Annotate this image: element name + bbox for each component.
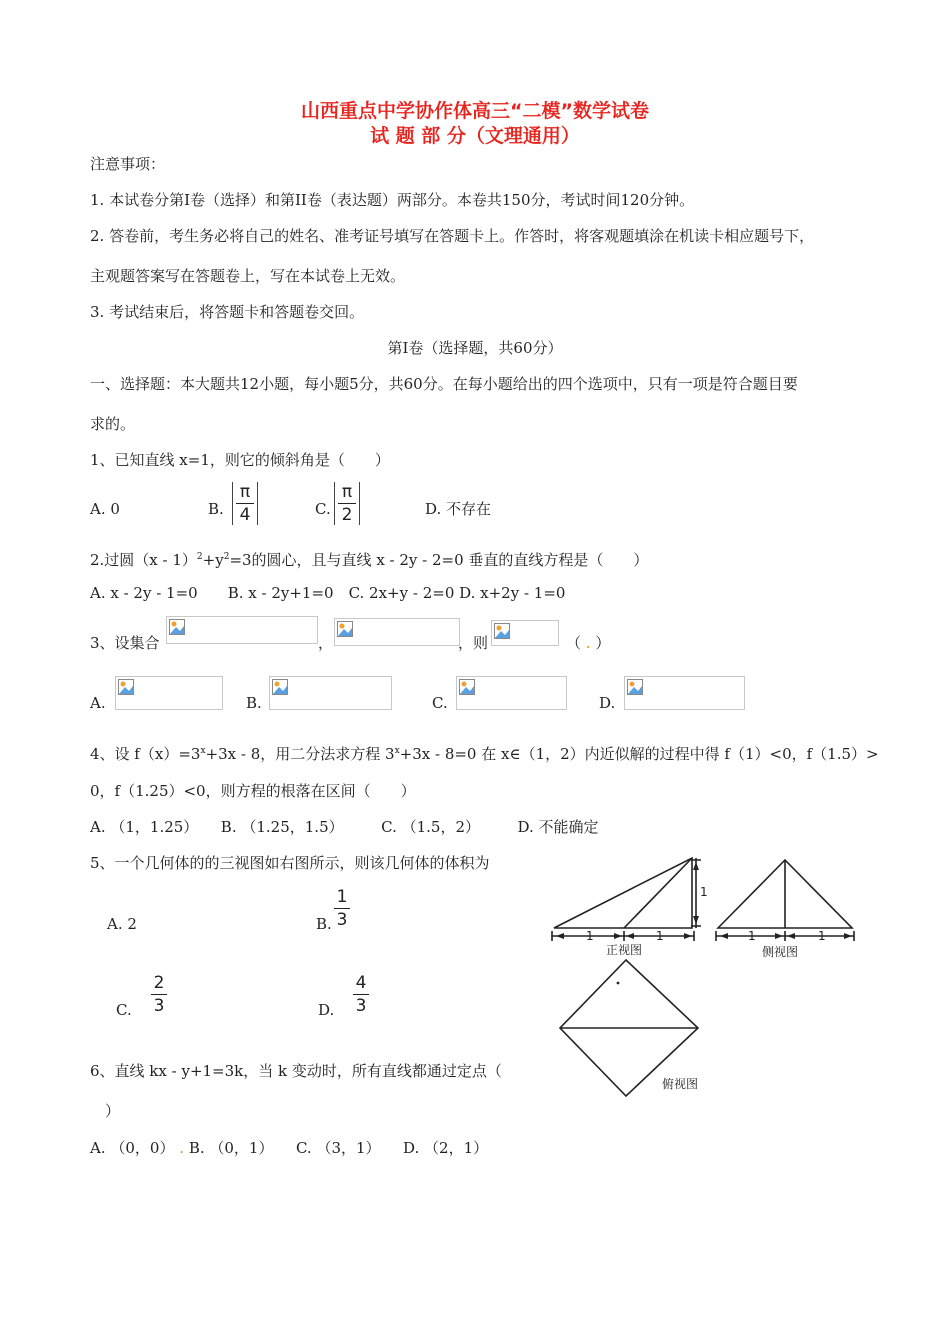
q3-option-c: C.: [432, 694, 448, 712]
q5-option-c-fraction: [151, 973, 167, 1016]
three-view-figure: [540, 850, 860, 1100]
q3-option-b: B.: [246, 694, 262, 712]
q3-option-c-image: [456, 676, 567, 710]
broken-image-icon: [118, 679, 134, 695]
fraction-denominator: 2: [341, 505, 353, 525]
broken-image-icon: [494, 623, 510, 639]
q1-option-c-label: C.: [315, 500, 331, 518]
section-intro-cont: 求的。: [90, 415, 136, 433]
q2-options: A. x - 2y - 1=0 B. x - 2y+1=0 C. 2x+y - 2=0 D. x+2y - 1=0: [90, 584, 566, 602]
side-view-dim-1: 1: [748, 929, 756, 943]
q3-answer-paren: （ . ）: [566, 634, 611, 652]
broken-image-icon: [337, 621, 353, 637]
q3-option-a-image: [115, 676, 223, 710]
fraction-numerator: π: [239, 482, 251, 502]
front-view-height-label: 1: [700, 885, 708, 899]
q3-stem: 3、设集合: [90, 634, 160, 652]
fraction-numerator: π: [341, 482, 353, 502]
q5-stem: 5、一个几何体的的三视图如右图所示，则该几何体的体积为: [90, 854, 490, 872]
q5-option-d-label: D.: [318, 1001, 335, 1019]
q3-option-d-image: [624, 676, 745, 710]
q1-option-a: A. 0: [90, 500, 120, 518]
front-view-dim-1: 1: [586, 929, 594, 943]
fraction-denominator: 3: [336, 910, 348, 930]
q3-then: ，则: [458, 634, 489, 652]
fraction-numerator: 1: [336, 887, 348, 907]
q5-option-b-fraction: [334, 887, 350, 930]
fraction-denominator: 3: [153, 996, 165, 1016]
q5-option-c-label: C.: [116, 1001, 132, 1019]
q1-option-b-label: B.: [208, 500, 224, 518]
q4-stem-cont: 0，f（1.25）<0，则方程的根落在区间（ ）: [90, 782, 416, 800]
notice-item-1: 1. 本试卷分第Ⅰ卷（选择）和第II卷（表达题）两部分。本卷共150分，考试时间120分钟。: [90, 191, 695, 209]
fraction-numerator: 4: [355, 973, 367, 993]
front-view-label: 正视图: [606, 943, 643, 957]
q6-stem-cont: ）: [105, 1102, 121, 1120]
q3-set-b-image: [334, 618, 460, 646]
q1-stem: 1、已知直线 x=1，则它的倾斜角是（ ）: [90, 451, 390, 469]
exam-title: 山西重点中学协作体高三“二模”数学试卷: [301, 100, 649, 122]
side-view-dim-2: 1: [818, 929, 826, 943]
fraction-denominator: 4: [239, 505, 251, 525]
notice-heading: 注意事项：: [90, 155, 166, 173]
notice-item-3: 3. 考试结束后，将答题卡和答题卷交回。: [90, 303, 365, 321]
q5-option-d-fraction: [353, 973, 369, 1016]
broken-image-icon: [169, 619, 185, 635]
broken-image-icon: [627, 679, 643, 695]
q4-options: A. （1，1.25） B. （1.25，1.5） C. （1.5，2） D. 不能确定: [90, 818, 599, 836]
notice-item-2-cont: 主观题答案写在答题卷上，写在本试卷上无效。: [90, 267, 406, 285]
exam-subtitle: 试 题 部 分（文理通用）: [370, 125, 580, 147]
section-heading: 第Ⅰ卷（选择题，共60分）: [387, 339, 563, 357]
notice-item-2: 2. 答卷前，考生务必将自己的姓名、准考证号填写在答题卡上。作答时，将客观题填涂在机读卡相应题号下，: [90, 227, 815, 245]
front-view-inner-edge: [624, 858, 692, 928]
q3-set-a-image: [166, 616, 318, 644]
q6-stem: 6、直线 kx - y+1=3k，当 k 变动时，所有直线都通过定点（: [90, 1062, 502, 1080]
fraction-numerator: 2: [153, 973, 165, 993]
section-intro: 一、选择题：本大题共12小题，每小题5分，共60分。在每小题给出的四个选项中，只有一项是符合题目要: [90, 375, 798, 393]
q3-result-image: [491, 620, 559, 646]
q2-stem: 2.过圆$(x - 1)^2+y^2=3$的圆心，且与直线 x - 2y - 2=0 垂直的直线方程是（ ）: [90, 551, 649, 569]
q4-stem: 4、设 $f(x)=3^x+3x - 8$，用二分法求方程 $3^x+3x - 8=0$ 在 x∈（1，2）内近似解的过程中得 f（1）<0，f（1.5）>: [90, 745, 879, 763]
q3-option-b-image: [269, 676, 392, 710]
q1-option-c-fraction: [334, 482, 360, 525]
q1-option-b-fraction: [232, 482, 258, 525]
front-view-dim-2: 1: [656, 929, 664, 943]
front-view-outer-triangle: [554, 858, 692, 928]
fraction-denominator: 3: [355, 996, 367, 1016]
broken-image-icon: [459, 679, 475, 695]
q5-option-b-label: B.: [316, 915, 332, 933]
q1-option-d: D. 不存在: [425, 500, 492, 518]
q5-option-a: A. 2: [107, 915, 137, 933]
q3-comma-1: ，: [318, 634, 334, 652]
broken-image-icon: [272, 679, 288, 695]
q6-options: A. （0，0） . B. （0，1） C. （3，1） D. （2，1）: [90, 1139, 489, 1157]
top-view-label: 俯视图: [662, 1077, 699, 1091]
q3-option-d: D.: [599, 694, 616, 712]
q3-option-a: A.: [90, 694, 106, 712]
side-view-label: 侧视图: [762, 945, 799, 959]
